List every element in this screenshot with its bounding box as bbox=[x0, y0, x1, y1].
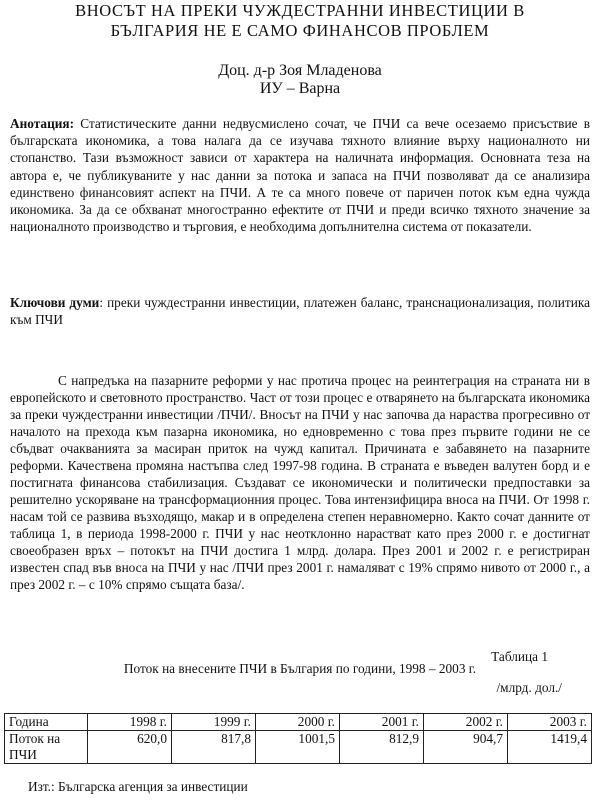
body-paragraph: С напредъка на пазарните реформи у нас протича процес на реинтеграция на страната ни в европейското и световното пространство. Част от този процес е отварянето на българската икономика за преки чуждестранни инвестиции /ПЧИ/. Вносът на ПЧИ у нас започва да нараства прогресивно от началото на прехода към пазарна икономика, но едновременно с това през първите години не се сбъдват очакванията за масиран приток на чужд капитал. Причината е забавянето на пазарните реформи. Качествена промяна настъпва след 1997-98 година. В страната е въведен валутен борд и е постигната финансова стабилизация. Създават се икономически и политически предпоставки за решително ускоряване на трансформационния процес. Това интензифицира вноса на ПЧИ. От 1998 г. насам той се развива възходящо, макар и в определена степен неравномерно. Както сочат данните от таблица 1, в периода 1998-2000 г. ПЧИ у нас неотклонно нарастват като през 2000 г. е достигнат своеобразен връх – потокът на ПЧИ достига 1 млрд. долара. През 2001 и 2002 г. е регистриран известен спад във вноса на ПЧИ у нас /ПЧИ през 2001 г. намаляват с 19% спрямо нивото от 2000 г., а през 2002 г. – с 10% спрямо същата база/. bbox=[10, 373, 590, 592]
table-header-cell: Година bbox=[5, 714, 88, 731]
table-cell: 817,8 bbox=[172, 731, 256, 764]
abstract-label: Анотация: bbox=[10, 116, 75, 131]
table-header-row bbox=[5, 714, 592, 731]
table-header-cell: 1998 г. bbox=[88, 714, 172, 731]
table-cell: 904,7 bbox=[424, 731, 508, 764]
keywords-label: Ключови думи bbox=[10, 295, 100, 310]
table-header-cell: 1999 г. bbox=[172, 714, 256, 731]
keywords-paragraph bbox=[10, 294, 590, 328]
table-cell: 1001,5 bbox=[256, 731, 340, 764]
author-name: Доц. д-р Зоя Младенова bbox=[218, 62, 382, 79]
paper-title-line-1: ВНОСЪТ НА ПРЕКИ ЧУЖДЕСТРАННИ ИНВЕСТИЦИИ В bbox=[75, 1, 525, 20]
table-cell: 1419,4 bbox=[508, 731, 592, 764]
author-institution: ИУ – Варна bbox=[259, 80, 341, 97]
table-cell: 620,0 bbox=[88, 731, 172, 764]
table-label: Таблица 1 bbox=[491, 649, 548, 664]
table-header-cell: 2001 г. bbox=[340, 714, 424, 731]
table-cell: 812,9 bbox=[340, 731, 424, 764]
table-source: Изт.: Българска агенция за инвестиции bbox=[28, 779, 248, 794]
table-row bbox=[5, 731, 592, 764]
table-header-cell: 2002 г. bbox=[424, 714, 508, 731]
table-header-cell: 2003 г. bbox=[508, 714, 592, 731]
table-unit: /млрд. дол./ bbox=[496, 680, 562, 695]
abstract-paragraph bbox=[10, 115, 590, 235]
keywords-text: : преки чуждестранни инвестиции, платежен баланс, транснационализация, политика към ПЧИ bbox=[10, 295, 590, 328]
table-row-label: Поток на ПЧИ bbox=[5, 731, 88, 764]
table-title: Поток на внесените ПЧИ в България по години, 1998 – 2003 г. bbox=[123, 661, 477, 676]
table-header-cell: 2000 г. bbox=[256, 714, 340, 731]
abstract-text: Статистическите данни недвусмислено сочат, че ПЧИ са вече осезаемо присъствие в българската икономика, а това налага да се изучава тяхното влияние върху националното ни стопанство. Тази възможност зависи от характера на наличната информация. Основната теза на автора е, че публикуваните у нас данни за потока и запаса на ПЧИ позволяват да се анализира единствено финансовият аспект на ПЧИ. А те са много повече от паричен поток към една чужда икономика. За да се обхванат многостранно ефектите от ПЧИ и преди всичко тяхното значение за националното производство и търговия, е необходима допълнителна система от показатели. bbox=[10, 116, 590, 235]
paper-title-line-2: БЪЛГАРИЯ НЕ Е САМО ФИНАНСОВ ПРОБЛЕМ bbox=[110, 21, 490, 40]
fdi-table bbox=[4, 713, 592, 764]
